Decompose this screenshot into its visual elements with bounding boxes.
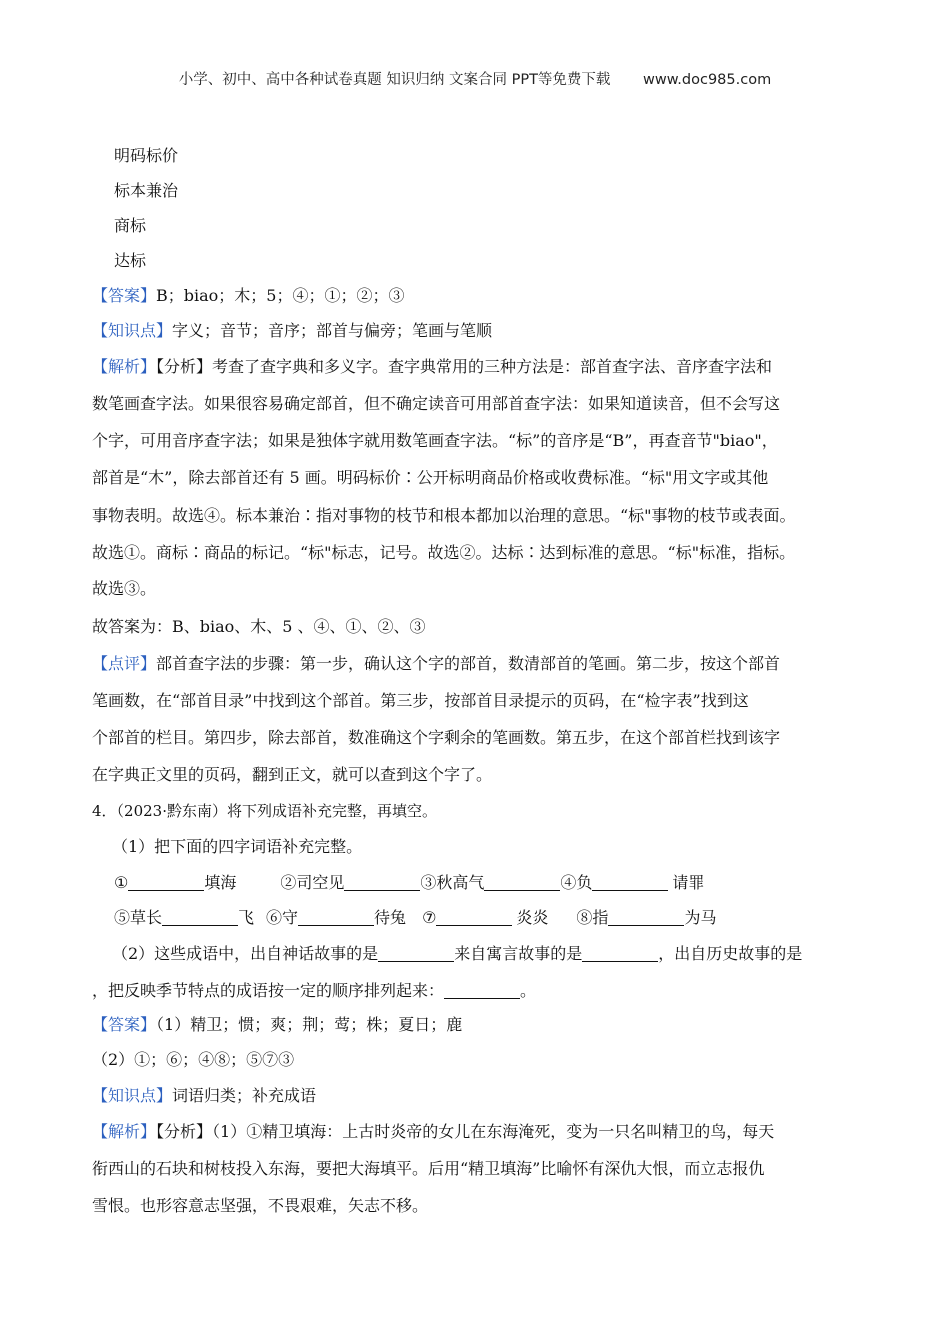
- option-item: 标本兼治: [114, 181, 179, 200]
- analysis-tag: 【解析】: [92, 357, 157, 376]
- q3-analysis-line: [92, 356, 772, 378]
- q4-stem: 4．（2023·黔东南）将下列成语补充完整，再填空。: [92, 802, 437, 820]
- q3-knowledge-point: [92, 320, 492, 342]
- answer-text: B；biao；木；5；④；①；②；③: [156, 286, 405, 305]
- q3-final-answer: 故答案为：B、biao、木、5 、④、①、②、③: [92, 617, 426, 636]
- item-label: 为马: [684, 908, 717, 927]
- fill-blank[interactable]: [582, 945, 658, 962]
- q3-answer: [92, 285, 405, 307]
- item-label: ④负: [560, 873, 593, 892]
- item-label: 飞: [238, 908, 255, 927]
- item-label: 炎炎: [516, 908, 549, 927]
- part2-text: 。: [520, 981, 537, 1000]
- fill-blank[interactable]: [608, 909, 684, 926]
- q4-row1: [114, 872, 704, 894]
- comment-text: 部首查字法的步骤：第一步，确认这个字的部首，数清部首的笔画。第二步，按这个部首: [156, 654, 781, 673]
- fill-blank[interactable]: [592, 874, 668, 891]
- knowledge-tag: 【知识点】: [92, 321, 173, 340]
- item-label: ③秋高气: [420, 873, 485, 892]
- analysis-text: 【分析】（1）①精卫填海：上古时炎帝的女儿在东海淹死，变为一只名叫精卫的鸟，每天: [156, 1122, 775, 1141]
- page-header: [0, 68, 950, 89]
- fill-blank[interactable]: [128, 874, 204, 891]
- q4-row2: [114, 907, 716, 929]
- q4-answer: [92, 1014, 462, 1036]
- q3-comment-line: 在字典正文里的页码，翻到正文，就可以查到这个字了。: [92, 765, 493, 784]
- item-label: 填海: [204, 873, 237, 892]
- q3-analysis-line: 故选①。商标∶商品的标记。“标"标志，记号。故选②。达标∶达到标准的意思。“标"标准，指标。: [92, 543, 796, 562]
- q3-comment-line: 个部首的栏目。第四步，除去部首，数准确这个字剩余的笔画数。第五步，在这个部首栏找到该字: [92, 728, 781, 747]
- fill-blank[interactable]: [444, 982, 520, 999]
- header-title: 小学、初中、高中各种试卷真题 知识归纳 文案合同 PPT等免费下载: [178, 72, 611, 88]
- item-label: ②司空见: [280, 873, 345, 892]
- part2-text: ，出自历史故事的是: [658, 944, 803, 963]
- fill-blank[interactable]: [344, 874, 420, 891]
- fill-blank[interactable]: [298, 909, 374, 926]
- q3-analysis-line: 个字，可用音序查字法；如果是独体字就用数笔画查字法。“标”的音序是“B”，再查音节"biao"，: [92, 431, 778, 450]
- part2-text: ，把反映季节特点的成语按一定的顺序排列起来：: [92, 981, 445, 1000]
- q3-comment-line: [92, 653, 780, 675]
- option-item: 达标: [114, 251, 147, 270]
- analysis-tag: 【解析】: [92, 1122, 157, 1141]
- q3-analysis-line: 故选③。: [92, 579, 157, 598]
- knowledge-tag: 【知识点】: [92, 1086, 173, 1105]
- item-label: 请罪: [672, 873, 705, 892]
- q4-part2-cont: [92, 980, 536, 1002]
- answer-text: （1）精卫；惯；爽；荆；莺；株；夏日；鹿: [156, 1015, 463, 1034]
- analysis-text: 【分析】考查了查字典和多义字。查字典常用的三种方法是：部首查字法、音序查字法和: [156, 357, 773, 376]
- item-label: ⑤草长: [114, 908, 163, 927]
- item-label: ①: [114, 873, 129, 892]
- fill-blank[interactable]: [162, 909, 238, 926]
- knowledge-text: 字义；音节；音序；部首与偏旁；笔画与笔顺: [172, 321, 493, 340]
- answer-tag: 【答案】: [92, 286, 157, 305]
- q4-analysis-line: [92, 1121, 774, 1143]
- q4-analysis-line: 雪恨。也形容意志坚强，不畏艰难，矢志不移。: [92, 1196, 429, 1215]
- fill-blank[interactable]: [436, 909, 512, 926]
- fill-blank[interactable]: [484, 874, 560, 891]
- q4-part2: [112, 943, 802, 965]
- item-label: ⑦: [422, 908, 437, 927]
- q4-part1: （1）把下面的四字词语补充完整。: [112, 837, 363, 856]
- q3-analysis-line: 部首是“木”，除去部首还有 5 画。明码标价∶公开标明商品价格或收费标准。“标"用文字或其他: [92, 468, 769, 487]
- q3-analysis-line: 事物表明。故选④。标本兼治∶指对事物的枝节和根本都加以治理的意思。“标"事物的枝节或表面。: [92, 506, 796, 525]
- q4-analysis-line: 衔西山的石块和树枝投入东海，要把大海填平。后用“精卫填海”比喻怀有深仇大恨，而立志报仇: [92, 1159, 765, 1178]
- option-item: 商标: [114, 216, 147, 235]
- option-item: 明码标价: [114, 146, 179, 165]
- item-label: ⑧指: [576, 908, 609, 927]
- header-site: www.doc985.com: [643, 72, 772, 88]
- item-label: 待兔: [374, 908, 407, 927]
- q3-analysis-line: 数笔画查字法。如果很容易确定部首，但不确定读音可用部首查字法：如果知道读音，但不会写这: [92, 394, 781, 413]
- part2-text: 来自寓言故事的是: [454, 944, 583, 963]
- q4-knowledge-point: [92, 1085, 316, 1107]
- fill-blank[interactable]: [378, 945, 454, 962]
- q3-comment-line: 笔画数，在“部首目录”中找到这个部首。第三步，按部首目录提示的页码，在“检字表”找到这: [92, 691, 749, 710]
- knowledge-text: 词语归类；补充成语: [172, 1086, 317, 1105]
- q4-answer-2: （2）①；⑥；④⑧；⑤⑦③: [92, 1050, 295, 1069]
- item-label: ⑥守: [266, 908, 299, 927]
- part2-text: （2）这些成语中，出自神话故事的是: [112, 944, 379, 963]
- answer-tag: 【答案】: [92, 1015, 157, 1034]
- comment-tag: 【点评】: [92, 654, 157, 673]
